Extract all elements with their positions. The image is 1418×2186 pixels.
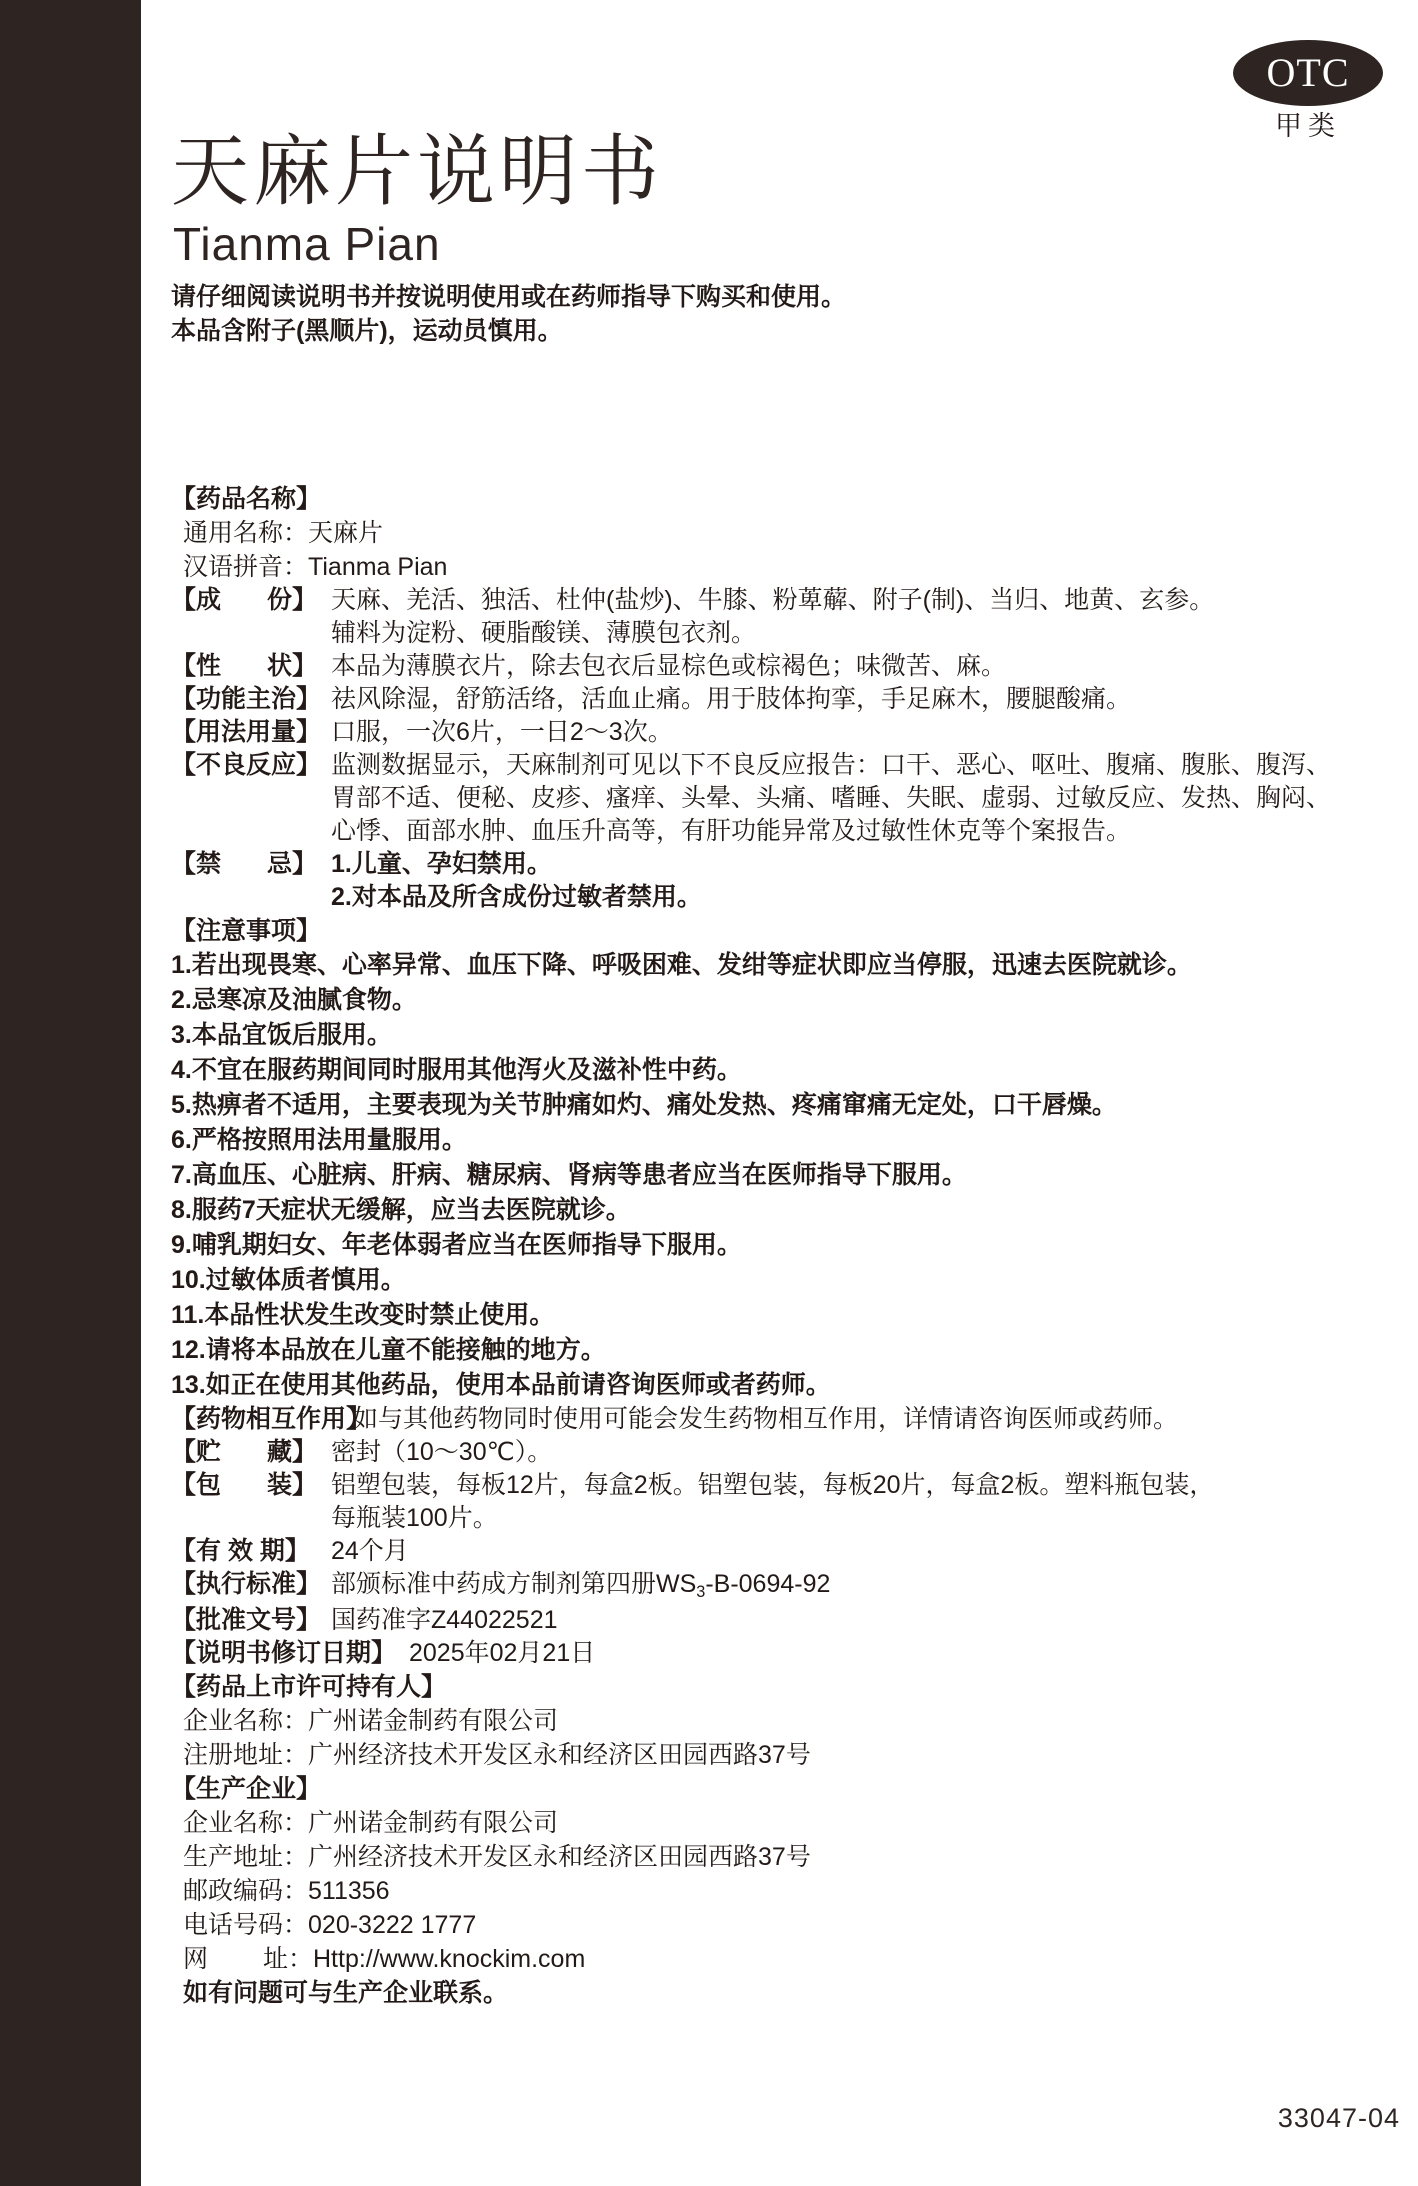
mah-company-label: 企业名称：: [183, 1707, 309, 1735]
section-label-properties: 【 性 状 】: [171, 650, 331, 683]
manufacturer-phone-value: 020-3222 1777: [308, 1911, 477, 1939]
precaution-item: 5.热痹者不适用，主要表现为关节肿痛如灼、痛处发热、疼痛窜痛无定处，口干唇燥。: [171, 1091, 1117, 1119]
ingredients-line-1: 天麻、羌活、独活、杜仲(盐炒)、牛膝、粉萆薢、附子(制)、当归、地黄、玄参。: [331, 586, 1215, 614]
section-revision-date: [171, 1637, 1351, 1670]
page-title: 天麻片说明书: [171, 127, 664, 215]
section-dosage: [171, 716, 1351, 749]
section-label-contraindications: 【 禁 忌 】: [171, 848, 331, 881]
properties-label-char-1: 性: [196, 652, 222, 680]
manufacturer-postcode-row: [183, 1874, 1351, 1908]
mah-company-row: [183, 1704, 1351, 1738]
precaution-item: 9.哺乳期妇女、年老体弱者应当在医师指导下服用。: [171, 1231, 742, 1259]
section-label-packaging: 【 包 装 】: [171, 1469, 331, 1502]
contraindications-label-char-1: 禁: [196, 850, 222, 878]
manufacturer-phone-label: 电话号码：: [183, 1911, 309, 1939]
precaution-item: 2.忌寒凉及油腻食物。: [171, 986, 417, 1014]
packaging-line-1: 铝塑包装，每板12片，每盒2板。铝塑包装，每板20片，每盒2板。塑料瓶包装，: [331, 1471, 1215, 1499]
manufacturer-website-label-char-2: 址：: [262, 1945, 313, 1973]
mah-company-value: 广州诺金制药有限公司: [308, 1707, 559, 1735]
section-contraindications: [171, 848, 1351, 914]
otc-class-label: 甲类: [1275, 111, 1341, 141]
manufacturer-website-value: Http://www.knockim.com: [313, 1945, 586, 1973]
mah-address-value: 广州经济技术开发区永和经济区田园西路37号: [308, 1741, 811, 1769]
pinyin-row: [183, 550, 1351, 584]
mah-address-label: 注册地址：: [183, 1741, 309, 1769]
section-storage: [171, 1436, 1351, 1469]
dosage-value: 口服，一次6片，一日2～3次。: [331, 718, 673, 746]
precaution-item: 7.高血压、心脏病、肝病、糖尿病、肾病等患者应当在医师指导下服用。: [171, 1161, 967, 1189]
manufacturer-company-row: [183, 1806, 1351, 1840]
pinyin-value: Tianma Pian: [308, 553, 448, 581]
ingredients-label-char-2: 份: [267, 586, 293, 614]
precaution-item: 1.若出现畏寒、心率异常、血压下降、呼吸困难、发绀等症状即应当停服，迅速去医院就诊。: [171, 951, 1192, 979]
precaution-item: 13.如正在使用其他药品，使用本品前请咨询医师或者药师。: [171, 1371, 831, 1399]
manufacturer-phone-row: [183, 1908, 1351, 1942]
contraindication-item: 1.儿童、孕妇禁用。: [331, 850, 552, 878]
section-label-interactions: 【药物相互作用】: [171, 1405, 372, 1433]
section-label-revision-date: 【说明书修订日期】: [171, 1639, 397, 1667]
manufacturer-postcode-value: 511356: [308, 1877, 390, 1905]
section-label-approval-number: 【批准文号】: [171, 1606, 322, 1634]
storage-label-char-1: 贮: [196, 1438, 222, 1466]
section-label-indications: 【功能主治】: [171, 685, 322, 713]
manufacturer-address-label: 生产地址：: [183, 1843, 309, 1871]
revision-date-value: 2025年02月21日: [409, 1639, 596, 1667]
manufacturer-address-value: 广州经济技术开发区永和经济区田园西路37号: [308, 1843, 811, 1871]
page-subtitle: Tianma Pian: [173, 218, 441, 270]
generic-name-value: 天麻片: [308, 519, 384, 547]
precaution-item: 11.本品性状发生改变时禁止使用。: [171, 1301, 555, 1329]
section-indications: [171, 683, 1351, 716]
precaution-item: 12.请将本品放在儿童不能接触的地方。: [171, 1336, 606, 1364]
adverse-reactions-value: 监测数据显示，天麻制剂可见以下不良反应报告：口干、恶心、呕吐、腹痛、腹胀、腹泻、胃部不适、便秘、皮疹、瘙痒、头晕、头痛、嗜睡、失眠、虚弱、过敏反应、发热、胸闷、心悸、面部水肿、血压升高等，有肝功能异常及过敏性休克等个案报告。: [331, 751, 1332, 845]
standard-text-before: 部颁标准中药成方制剂第四册WS: [331, 1570, 697, 1598]
manufacturer-website-label-char-1: 网: [183, 1945, 209, 1973]
approval-number-value: 国药准字Z44022521: [331, 1606, 558, 1634]
properties-value: 本品为薄膜衣片，除去包衣后显棕色或棕褐色；味微苦、麻。: [331, 652, 1007, 680]
section-label-dosage: 【用法用量】: [171, 718, 322, 746]
section-label-adverse-reactions: 【不良反应】: [171, 751, 322, 779]
storage-label-char-2: 藏: [267, 1438, 293, 1466]
manufacturer-contact-note: 如有问题可与生产企业联系。: [183, 1979, 509, 2007]
section-heading-precautions: 【注意事项】: [171, 917, 322, 945]
generic-name-label: 通用名称：: [183, 519, 309, 547]
ingredients-line-2: 辅料为淀粉、硬脂酸镁、薄膜包衣剂。: [331, 619, 757, 647]
properties-label-char-2: 状: [267, 652, 293, 680]
section-packaging: [171, 1469, 1351, 1535]
section-shelf-life: [171, 1535, 1351, 1568]
lead-instruction-1: 请仔细阅读说明书并按说明使用或在药师指导下购买和使用。: [171, 283, 847, 311]
precaution-item: 8.服药7天症状无缓解，应当去医院就诊。: [171, 1196, 631, 1224]
precaution-item: 6.严格按照用法用量服用。: [171, 1126, 467, 1154]
manufacturer-company-value: 广州诺金制药有限公司: [308, 1809, 559, 1837]
section-ingredients: [171, 584, 1351, 650]
precaution-item: 10.过敏体质者慎用。: [171, 1266, 406, 1294]
pinyin-label: 汉语拼音：: [183, 553, 309, 581]
contraindication-item: 2.对本品及所含成份过敏者禁用。: [331, 883, 702, 911]
standard-text-after: -B-0694-92: [705, 1570, 831, 1598]
section-label-storage: 【 贮 藏 】: [171, 1436, 331, 1469]
interactions-value: 如与其他药物同时使用可能会发生药物相互作用，详情请咨询医师或药师。: [353, 1405, 1179, 1433]
manufacturer-website-row: [183, 1942, 1351, 1976]
title-block: [171, 128, 1291, 348]
shelf-life-value: 24个月: [331, 1537, 409, 1565]
contraindications-label-char-2: 忌: [267, 850, 293, 878]
otc-mark: OTC: [1233, 40, 1383, 106]
contraindications-value: [331, 848, 1351, 914]
section-adverse-reactions: [171, 749, 1351, 848]
section-standard: [171, 1568, 1351, 1604]
precaution-item: 4.不宜在服药期间同时服用其他泻火及滋补性中药。: [171, 1056, 742, 1084]
section-heading-mah: 【药品上市许可持有人】: [171, 1673, 447, 1701]
otc-badge: [1213, 40, 1403, 142]
section-properties: [171, 650, 1351, 683]
standard-value: [331, 1568, 1351, 1604]
packaging-label-char-1: 包: [196, 1471, 222, 1499]
document-code: 33047-04: [1277, 2103, 1400, 2133]
left-dark-spine: [0, 0, 141, 2186]
section-approval-number: [171, 1604, 1351, 1637]
manufacturer-address-row: [183, 1840, 1351, 1874]
precaution-item: 3.本品宜饭后服用。: [171, 1021, 392, 1049]
section-label-shelf-life: 【有 效 期】: [171, 1537, 310, 1565]
ingredients-value: [331, 584, 1351, 650]
section-heading-drug-name: 【药品名称】: [171, 485, 322, 513]
insert-content: [171, 0, 1418, 2186]
standard-subscript: 3: [696, 1582, 706, 1601]
storage-value: 密封（10～30℃）。: [331, 1438, 553, 1466]
lead-instruction-2: 本品含附子(黑顺片)，运动员慎用。: [171, 317, 563, 345]
mah-address-row: [183, 1738, 1351, 1772]
generic-name-row: [183, 516, 1351, 550]
indications-value: 祛风除湿，舒筋活络，活血止痛。用于肢体拘挛，手足麻木，腰腿酸痛。: [331, 685, 1132, 713]
section-interactions: [171, 1403, 1351, 1436]
packaging-line-2: 每瓶装100片。: [331, 1504, 498, 1532]
packaging-label-char-2: 装: [267, 1471, 293, 1499]
section-label-ingredients: 【 成 份 】: [171, 584, 331, 617]
manufacturer-company-label: 企业名称：: [183, 1809, 309, 1837]
insert-body: [171, 482, 1351, 2011]
ingredients-label-char-1: 成: [196, 586, 222, 614]
section-heading-manufacturer: 【生产企业】: [171, 1775, 322, 1803]
manufacturer-postcode-label: 邮政编码：: [183, 1877, 309, 1905]
section-label-standard: 【执行标准】: [171, 1570, 322, 1598]
packaging-value: [331, 1469, 1351, 1535]
